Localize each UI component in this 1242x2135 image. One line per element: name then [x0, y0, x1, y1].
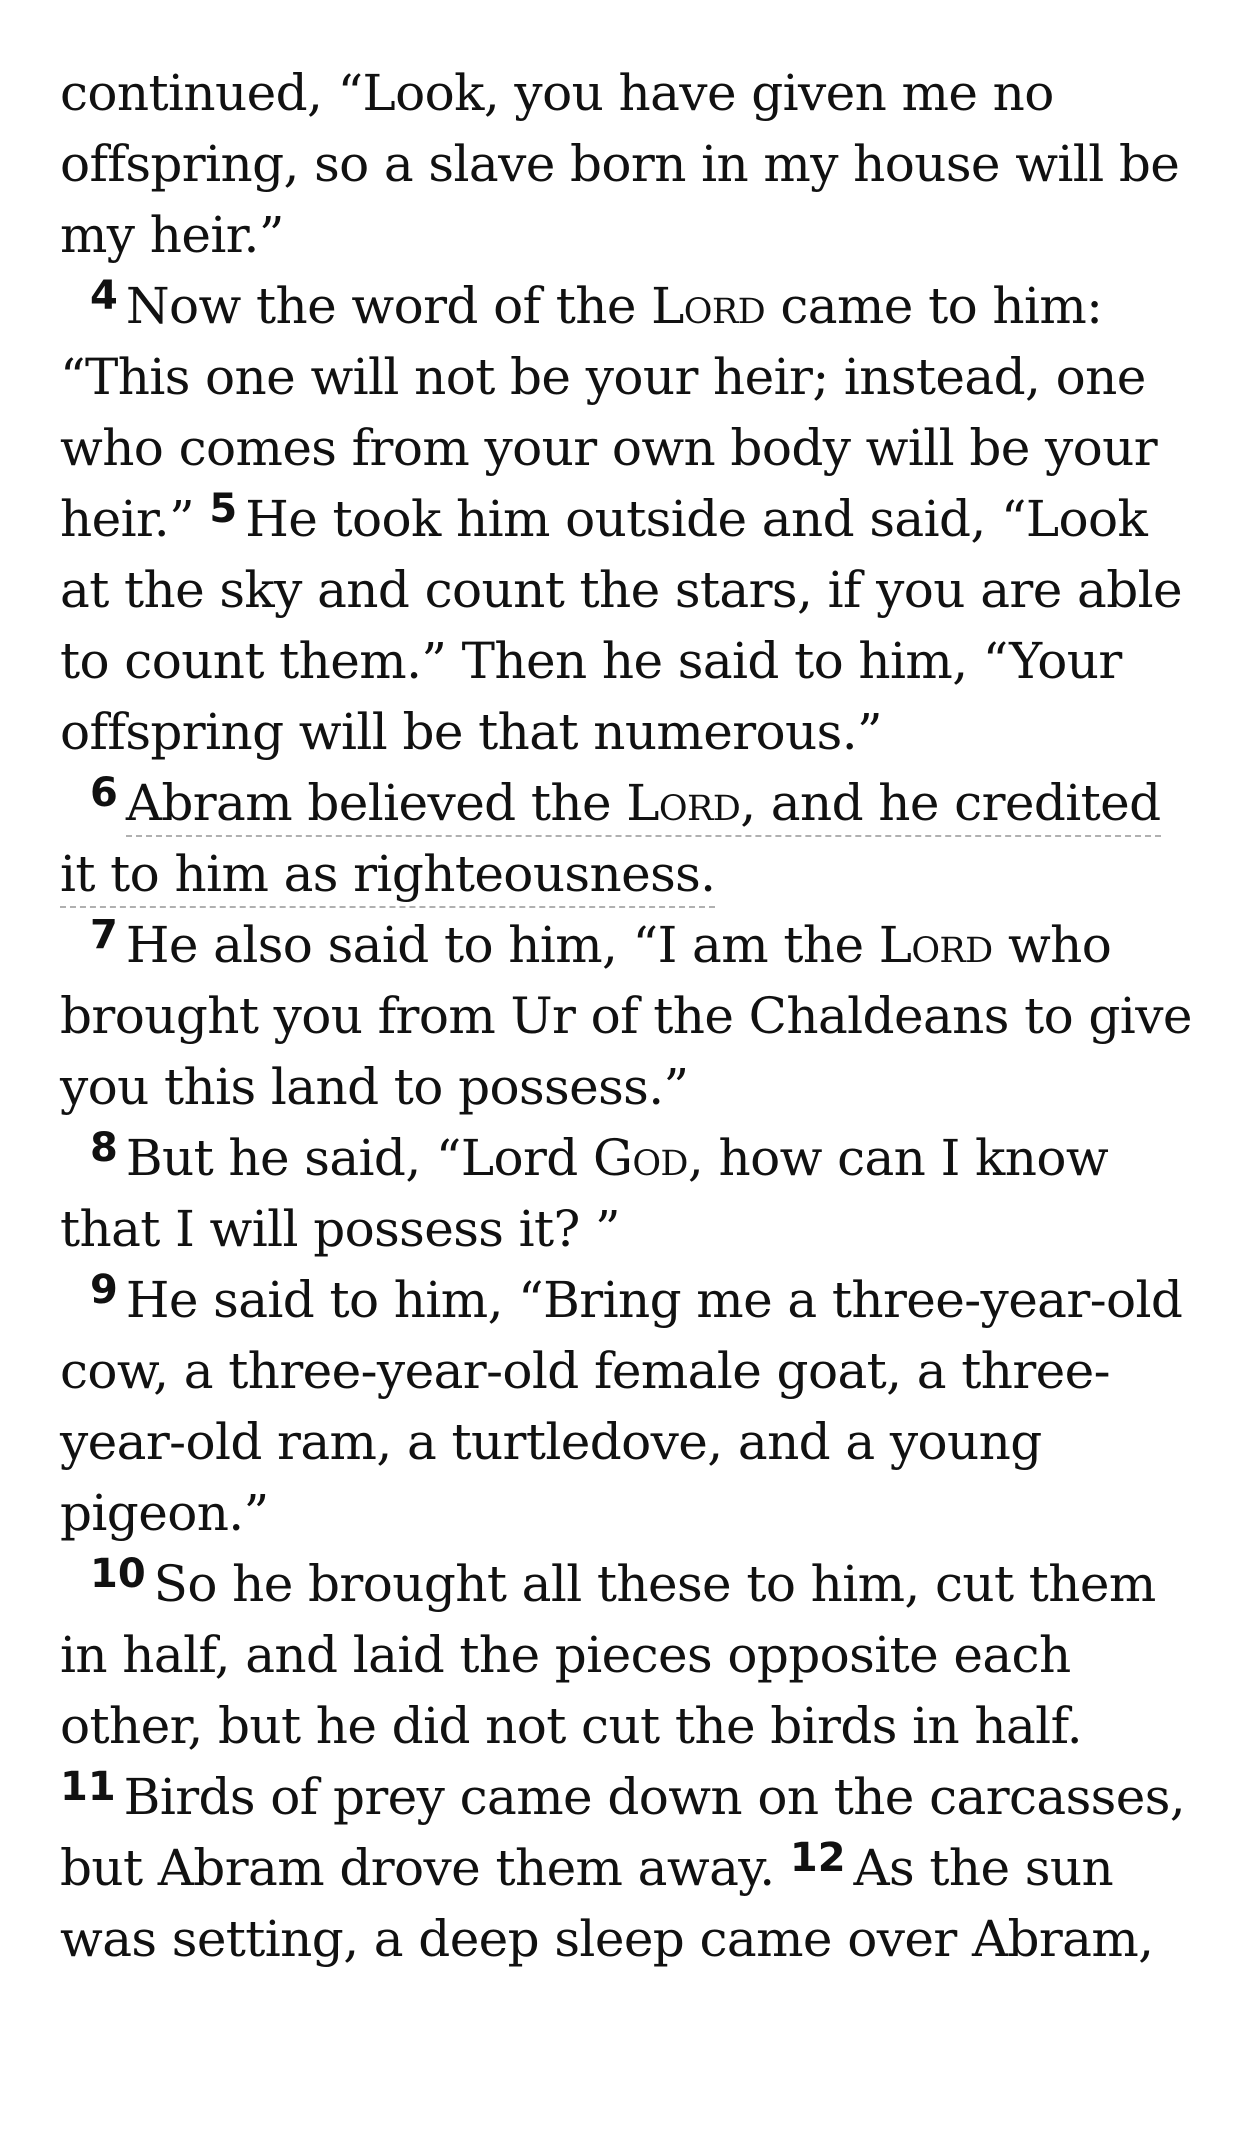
- verse-9-text: He said to him, “Bring me a three-year-old cow, a three-year-old female goat, a three-year-old ram, a turtledove, and a young pigeon.”: [60, 1271, 1183, 1542]
- verse-4-text: Now the word of the: [125, 277, 652, 335]
- verse-5-text: He took him outside and said, “Look at the sky and count the stars, if you are able to count them.” Then he said to him, “Your offspring will be that numerous.”: [60, 490, 1182, 761]
- paragraph-verse-4: [60, 271, 1200, 768]
- verse-6-text: Abram believed the: [125, 774, 627, 832]
- verse-number-8[interactable]: 8: [90, 1125, 118, 1171]
- verse-7-text-cont: who brought you from Ur of the Chaldeans to give you this land to possess.”: [60, 916, 1192, 1116]
- verse-12-text: As the sun was setting, a deep sleep came over Abram,: [60, 1839, 1154, 1968]
- verse-6-text-cont: , and he credited it to him as righteousness.: [60, 774, 1161, 903]
- paragraph-verse-6: [60, 768, 1200, 910]
- verse-8-text-cont: , how can I know that I will possess it? ”: [60, 1129, 1109, 1258]
- verse-11-text: Birds of prey came down on the carcasses, but Abram drove them away.: [60, 1768, 1186, 1897]
- verse-number-11[interactable]: 11: [60, 1764, 116, 1810]
- divine-name-lord: Lord: [878, 916, 993, 974]
- verse-10-text: So he brought all these to him, cut them in half, and laid the pieces opposite each other, but he did not cut the birds in half.: [60, 1555, 1156, 1755]
- paragraph-verse-9: [60, 1265, 1200, 1549]
- verse-number-9[interactable]: 9: [90, 1267, 118, 1313]
- verse-8-text: But he said, “Lord: [125, 1129, 593, 1187]
- paragraph-verse-10: [60, 1549, 1200, 1975]
- highlighted-verse-6[interactable]: [60, 774, 1161, 908]
- verse-number-7[interactable]: 7: [90, 912, 118, 958]
- verse-number-5[interactable]: 5: [209, 486, 238, 532]
- verse-text: continued, “Look, you have given me no offspring, so a slave born in my house will be my heir.”: [60, 64, 1180, 264]
- reader-page: [60, 58, 1200, 1975]
- divine-name-lord: Lord: [651, 277, 766, 335]
- verse-number-12[interactable]: 12: [789, 1835, 846, 1881]
- verse-number-4[interactable]: 4: [90, 273, 118, 319]
- verse-4-text-cont: came to him: “This one will not be your heir; instead, one who comes from your own body will be your heir.”: [60, 277, 1158, 548]
- divine-name-lord: Lord: [626, 774, 741, 832]
- verse-7-text: He also said to him, “I am the: [125, 916, 879, 974]
- verse-number-10[interactable]: 10: [90, 1551, 146, 1597]
- paragraph-verse-8: [60, 1123, 1200, 1265]
- verse-number-6[interactable]: 6: [90, 770, 118, 816]
- divine-name-god: God: [592, 1129, 688, 1187]
- paragraph-continuation: [60, 58, 1200, 271]
- paragraph-verse-7: [60, 910, 1200, 1123]
